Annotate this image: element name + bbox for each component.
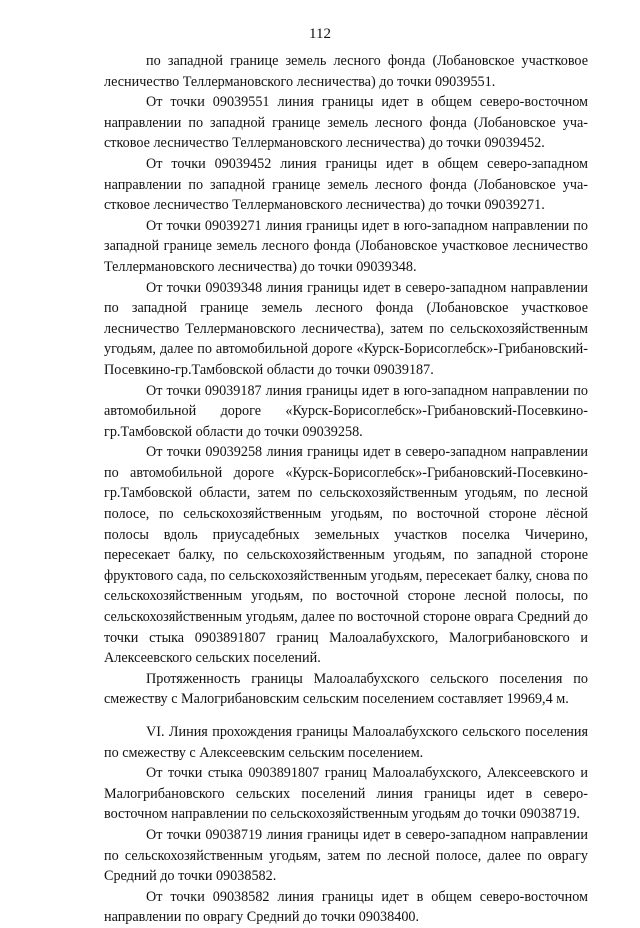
paragraph-6: От точки 09039187 линия границы идет в юго-западном направлении по автомобильной дороге «Курск-Борисоглебск»-Грибановский-Посевкино-гр.Тамбовской области до точки 09039258. [104,382,588,440]
paragraph-8: Протяженность границы Малоалабухского сельского поселения по смежеству с Малогрибановским сельским поселением составляет 19969,4 м. [104,670,588,708]
paragraph-5: От точки 09039348 линия границы идет в северо-западном направлении по западной границе земель лесного фонда (Лобановское участковое лесничество Теллермановского лесничества), затем по сельскохозяйственным угодьям, далее по автомобильной дороге «Курск-Борисоглебск»-Грибановский-Посевкино-гр.Тамбовской области до точки 09039187. [104,279,588,378]
page-number: 112 [309,26,331,42]
paragraph-1: по западной границе земель лесного фонда (Лобановское участковое лесничество Теллермановского лесничества) до точки 09039551. [104,53,588,90]
paragraph-3: От точки 09039452 линия границы идет в общем северо-западном направлении по западной границе земель лесного фонда (Лобановское участковое лесничество Теллермановского лесничества) до точки 09039271. [104,155,588,214]
section-heading: VI. Линия прохождения границы Малоалабухского сельского поселения по смежеству с Алексеевским сельским поселением. [104,724,588,761]
document-body [104,51,588,928]
paragraph-9: От точки стыка 0903891807 границ Малоалабухского, Алексеевского и Малогрибановского сельских поселений линия границы идет в северо-восточном направлении по сельскохозяйственным угодьям до точки 09038719. [104,765,588,823]
paragraph-2: От точки 09039551 линия границы идет в общем северо-восточном направлении по западной границе земель лесного фонда (Лобановское участковое лесничество Теллермановского лесничества) до точки 09039452. [104,94,588,152]
paragraph-10: От точки 09038719 линия границы идет в северо-западном направлении по сельскохозяйственным угодьям, затем по лесной полосе, далее по оврагу Средний до точки 09038582. [104,826,588,885]
paragraph-4: От точки 09039271 линия границы идет в юго-западном направлении по западной границе земель лесного фонда (Лобановское участковое лесничество Теллермановского лесничества) до точки 09039348. [104,217,588,275]
paragraph-11: От точки 09038582 линия границы идет в общем северо-восточном направлении по оврагу Средний до точки 09038400. [104,888,588,926]
section-gap [104,710,588,722]
paragraph-7: От точки 09039258 линия границы идет в северо-западном направлении по автомобильной дороге «Курск-Борисоглебск»-Грибановский-Посевкино-гр.Тамбовской области, затем по сельскохозяйственным угодьям, по лесной полосе, по сельскохозяйственным угодьям, по восточной стороне лёсной полосы вдоль приусадебных земельных участков поселка Чичерино, пересекает балку, по сельскохозяйственным угодьям, по западной стороне фруктового сада, по сельскохозяйственным угодьям, пересекает балку, снова по сельскохозяйственным угодьям, по восточной стороне лесной полосы, по сельскохозяйственным угодьям, далее по восточной стороне оврага Средний до точки стыка 0903891807 границ Малоалабухского, Малогрибановского и Алексеевского сельских поселений. [104,444,588,667]
